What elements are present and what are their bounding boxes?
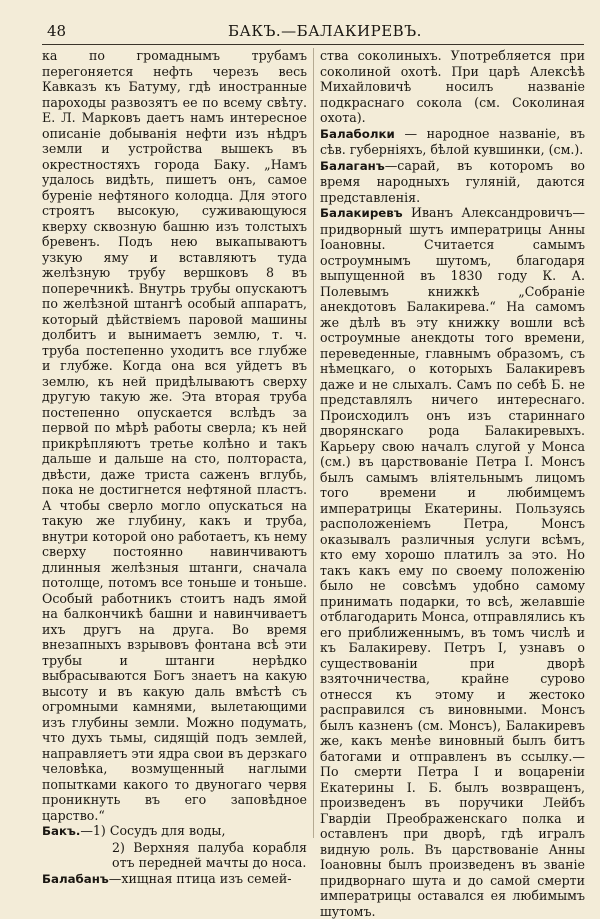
balaban-definition: —хищная птица изъ семей- bbox=[108, 870, 292, 886]
running-head: БАКЪ.—БАЛАКИРЕВЪ. bbox=[228, 22, 422, 40]
entry-balakirev bbox=[320, 205, 585, 919]
column-divider bbox=[313, 48, 314, 838]
balaban-continuation: ства соколиныхъ. Употребляется при соколиной охотѣ. При царѣ Алексѣѣ Михайловичѣ носилъ названіе подкраснаго сокола (см. Соколиная охота). bbox=[320, 48, 585, 125]
continuation-text: ка по громаднымъ трубамъ перегоняется нефть черезъ весь Кавказъ къ Батуму, гдѣ иностранные пароходы развозятъ ее по всему свѣту. Е. Л. Марковъ даетъ намъ интересное описаніе добыванія нефти изъ нѣдръ земли и устройства вышекъ въ окрестностяхъ города Баку. „Намъ удалось видѣть, пишетъ онъ, самое буреніе нефтяного колодца. Для этого строятъ высокую, суживающуюся кверху сквозную башню изъ толстыхъ бревенъ. Подъ нею выкапываютъ узкую яму и вставляютъ туда желѣзную трубу вершковъ 8 въ поперечникѣ. Внутрь трубы опускаютъ по желѣзной штангѣ особый аппаратъ, который дѣйствіемъ паровой машины долбитъ и вынимаетъ землю, т. ч. труба постепенно уходитъ все глубже и глубже. Когда она вся уйдетъ въ землю, къ ней придѣлываютъ сверху другую такую же. Эта вторая труба постепенно опускается вслѣдъ за первой по мѣрѣ работы сверла; къ ней прикрѣпляютъ третье колѣно и такъ дальше и дальше на сто, полтораста, двѣсти, даже триста саженъ вглубь, пока не достигнется нефтяной пластъ. А чтобы сверло могло опускаться на такую же глубину, какъ и труба, внутри которой оно работаетъ, къ нему сверху постоянно навинчиваютъ длинныя желѣзныя штанги, сначала потолще, потомъ все тоньше и тоньше. Особый работникъ стоитъ надъ ямой на балкончикѣ башни и навинчиваетъ ихъ другъ на друга. Во время внезапныхъ взрывовъ фонтана всѣ эти трубы и штанги нерѣдко выбрасываются Богъ знаетъ на какую высоту и въ какую даль вмѣстѣ съ огромными камнями, вылетающими изъ глубины земли. Можно подумать, что духъ тьмы, сидящій подъ землей, направляетъ эти ядра свои въ дерзкаго человѣка, возмущенный наглыми попытками какого то двуногаго червя проникнуть въ его заповѣдное царство.“ bbox=[42, 48, 307, 823]
headword-bak: Бакъ. bbox=[42, 824, 81, 838]
headword-balaban: Балабанъ bbox=[42, 871, 109, 886]
headword-balakirev: Балакиревъ bbox=[320, 206, 403, 220]
left-column bbox=[42, 48, 307, 888]
entry-balagan bbox=[320, 158, 585, 206]
right-column bbox=[320, 48, 585, 919]
bak-definition-2: 2) Верхняя палуба корабля отъ передней мачты до носа. bbox=[112, 839, 307, 870]
balakirev-definition: Иванъ Александровичъ—придворный шутъ императрицы Анны Іоановны. Считается самымъ остроумнымъ шутомъ, благодаря выпущенной въ 1830 году К. А. Полевымъ книжкѣ „Собраніе анекдотовъ Балакирева.“ На самомъ же дѣлѣ въ эту книжку вошли всѣ остроумные анекдоты того времени, переведенные, главнымъ образомъ, съ нѣмецкаго, о которыхъ Балакиревъ даже и не слыхалъ. Самъ по себѣ Б. не представлялъ ничего интереснаго. Происходилъ онъ изъ стариннаго дворянскаго рода Балакиревыхъ. Карьеру свою началъ слугой у Монса (см.) въ царствованіе Петра I. Монсъ былъ самымъ вліятельнымъ лицомъ того времени и любимцемъ императрицы Екатерины. Пользуясь расположеніемъ Петра, Монсъ оказывалъ различныя услуги всѣмъ, кто ему хорошо платилъ за это. Но такъ какъ ему по своему положенію было не совсѣмъ удобно самому принимать подарки, то всѣ, желавшіе отблагодарить Монса, отправлялись къ его приближеннымъ, въ томъ числѣ и къ Балакиреву. Петръ I, узнавъ о существованіи при дворѣ взяточничества, крайне сурово отнесся къ этому и жестоко расправился съ виновными. Монсъ былъ казненъ (см. Монсъ), Балакиревъ же, какъ менѣе виновный былъ битъ батогами и отправленъ въ ссылку.— По смерти Петра I и воцареніи Екатерины I. Б. былъ возвращенъ, произведенъ въ поручики Лейбъ Гвардіи Преображенскаго полка и оставленъ при дворѣ, гдѣ игралъ видную роль. Въ царствованіе Анны Іоановны былъ произведенъ въ званіе придворнаго шута и до самой смерти императрицы оставался ея любимымъ шутомъ. bbox=[320, 205, 585, 919]
entry-balaban bbox=[42, 871, 307, 888]
page-number: 48 bbox=[47, 22, 67, 40]
headword-balaboliki: Балаболки bbox=[320, 126, 395, 141]
bak-definition-1: —1) Сосудъ для воды, bbox=[80, 823, 226, 838]
entry-balaboliki bbox=[320, 126, 585, 158]
headword-balagan: Балаганъ bbox=[320, 158, 385, 173]
entry-bak bbox=[42, 823, 307, 871]
header-rule bbox=[42, 44, 584, 45]
balaboliki-definition: — народное названіе, въ сѣв. губерніяхъ, бѣлой кувшинки, (см.). bbox=[320, 125, 585, 157]
balagan-definition: —сарай, въ которомъ во время народныхъ гуляній, даются представленія. bbox=[320, 157, 585, 205]
